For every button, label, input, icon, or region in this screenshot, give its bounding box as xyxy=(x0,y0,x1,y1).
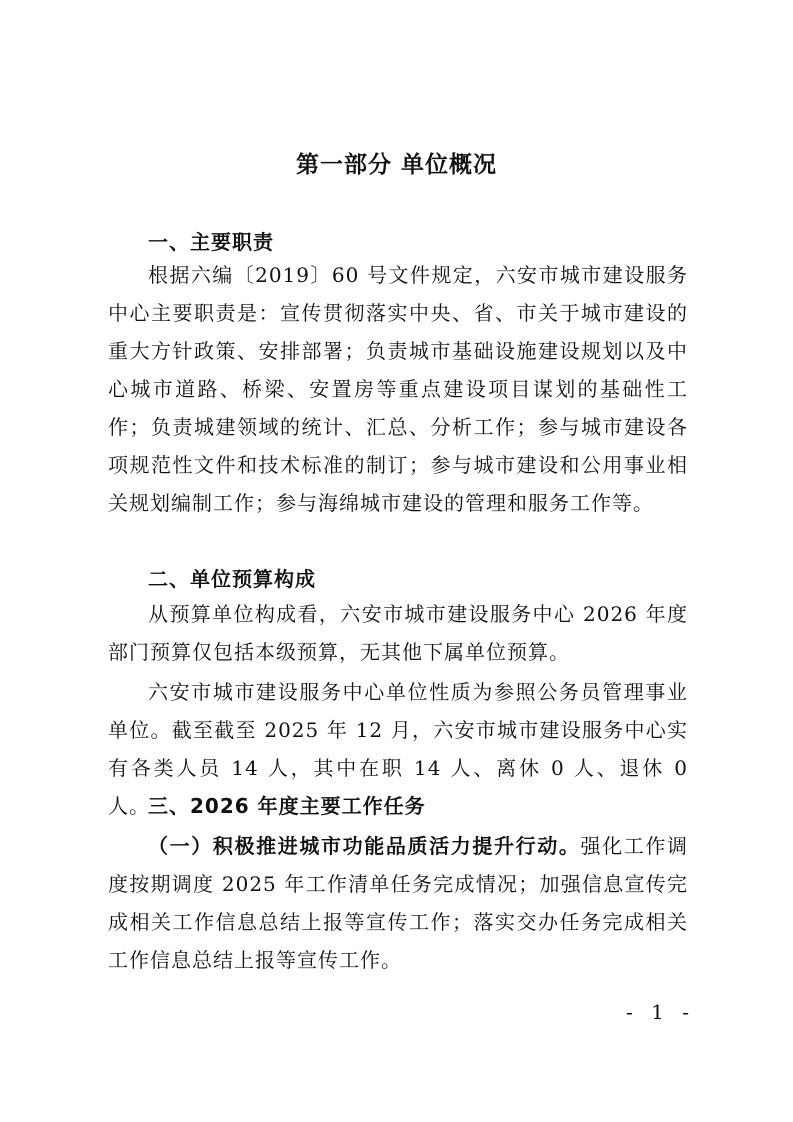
tasks-paragraph xyxy=(108,827,688,979)
task-item-text: 强化工作调度按期调度 2025 年工作清单任务完成情况；加强信息宣传完成相关工作信息总结上报等宣传工作；落实交办任务完成相关工作信息总结上报等宣传工作。 xyxy=(108,834,688,972)
task-item-title: （一）积极推进城市功能品质活力提升行动。 xyxy=(148,834,581,858)
section-heading-duties: 一、主要职责 xyxy=(148,230,274,254)
duties-paragraph: 根据六编〔2019〕60 号文件规定，六安市城市建设服务中心主要职责是：宣传贯彻落实中央、省、市关于城市建设的重大方针政策、安排部署；负责城市基础设施建设规划以及中心城市道路、桥梁、安置房等重点建设项目谋划的基础性工作；负责城建领域的统计、汇总、分析工作；参与城市建设各项规范性文件和技术标准的制订；参与城市建设和公用事业相关规划编制工作；参与海绵城市建设的管理和服务工作等。 xyxy=(108,263,688,515)
page-title: 第一部分 单位概况 xyxy=(295,152,497,178)
section-heading-tasks: 三、2026 年度主要工作任务 xyxy=(148,794,426,818)
page-number: - 1 - xyxy=(626,1000,695,1024)
budget-paragraph-2: 六安市城市建设服务中心单位性质为参照公务员管理事业单位。截至截至 2025 年 12 月，六安市城市建设服务中心实有各类人员 14 人，其中在职 14 人、离休 0 人、退休 0 人。 xyxy=(108,680,688,818)
section-heading-budget: 二、单位预算构成 xyxy=(148,567,316,591)
budget-paragraph-1: 从预算单位构成看，六安市城市建设服务中心 2026 年度部门预算仅包括本级预算，无其他下属单位预算。 xyxy=(108,602,688,664)
